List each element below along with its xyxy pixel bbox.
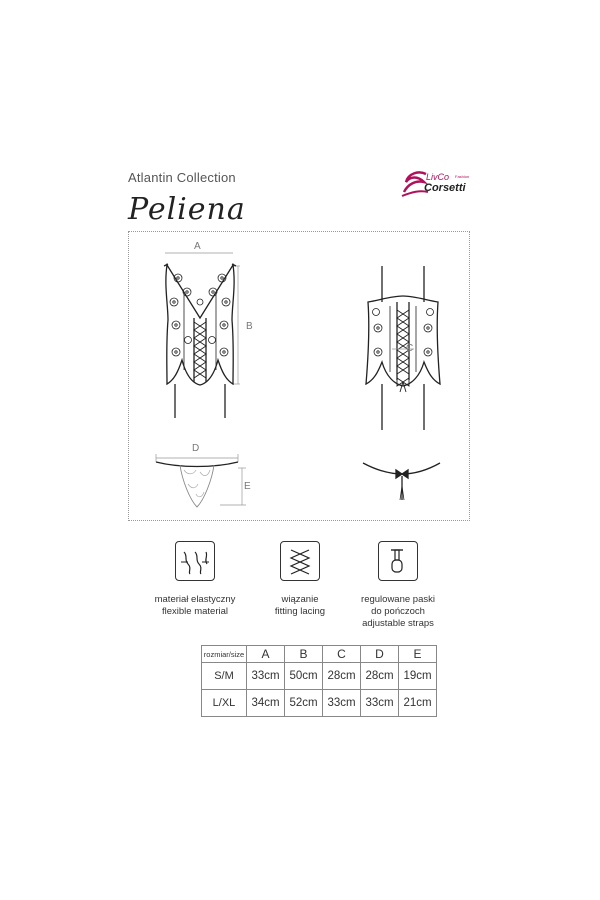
front-thong-drawing: [156, 454, 246, 507]
strap-icon: [378, 541, 418, 581]
logo-text-top: LivCo: [426, 172, 450, 182]
table-cell: 33cm: [323, 690, 361, 717]
table-cell: 34cm: [247, 690, 285, 717]
table-cell: 28cm: [323, 663, 361, 690]
table-cell: 19cm: [399, 663, 437, 690]
table-row: [202, 690, 437, 717]
row-size-label: L/XL: [202, 690, 247, 717]
table-cell: 50cm: [285, 663, 323, 690]
size-table: [201, 645, 437, 717]
product-name: Peliena: [128, 192, 246, 227]
dimension-label-d: D: [192, 443, 200, 454]
column-header-d: D: [361, 646, 399, 663]
feature-text-pl: materiał elastyczny: [154, 594, 236, 605]
table-cell: 52cm: [285, 690, 323, 717]
back-thong-drawing: [363, 463, 440, 500]
feature-text-pl: wiązanie: [281, 594, 319, 605]
collection-label: Atlantin Collection: [128, 170, 236, 185]
feature-text-pl-2: do pończoch: [371, 606, 425, 617]
size-table-corner: rozmiar/size: [202, 646, 247, 663]
dimension-label-b: B: [246, 321, 253, 332]
table-cell: 28cm: [361, 663, 399, 690]
lacing-icon: [280, 541, 320, 581]
feature-adjustable-straps: [338, 541, 458, 630]
column-header-a: A: [247, 646, 285, 663]
column-header-b: B: [285, 646, 323, 663]
feature-text-en: fitting lacing: [274, 606, 326, 617]
table-cell: 33cm: [247, 663, 285, 690]
table-cell: 33cm: [361, 690, 399, 717]
dimension-label-e: E: [244, 481, 251, 492]
table-cell: 21cm: [399, 690, 437, 717]
feature-text-en: flexible material: [162, 606, 228, 617]
table-row: [202, 663, 437, 690]
dimension-label-c: C: [406, 343, 414, 354]
feature-text-en: adjustable straps: [362, 618, 434, 629]
feature-text-pl: regulowane paski: [361, 594, 435, 605]
size-table-header: [202, 646, 437, 663]
logo-text-sub: Fashion: [455, 174, 470, 179]
row-size-label: S/M: [202, 663, 247, 690]
front-corset-drawing: [164, 253, 240, 418]
stretch-icon: [175, 541, 215, 581]
column-header-e: E: [399, 646, 437, 663]
feature-flexible-material: [135, 541, 255, 618]
logo-text-main: Corsetti: [424, 182, 466, 194]
back-corset-drawing: [366, 266, 440, 430]
dimension-label-a: A: [194, 241, 201, 252]
column-header-c: C: [323, 646, 361, 663]
